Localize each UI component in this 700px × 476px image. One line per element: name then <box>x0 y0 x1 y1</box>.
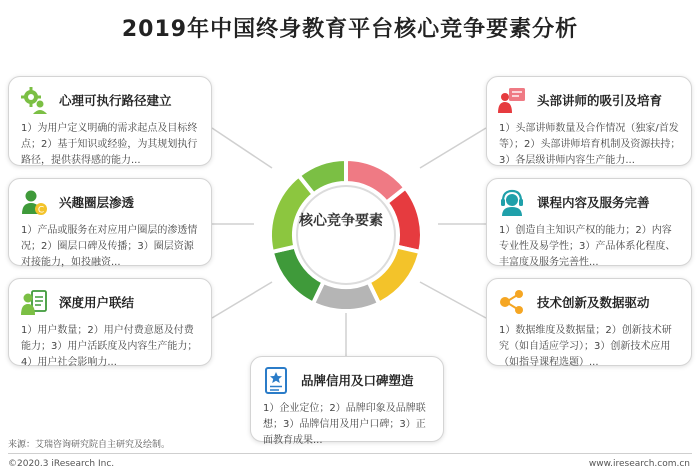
card-deep-user <box>8 278 212 366</box>
card-title: 深度用户联结 <box>59 295 135 310</box>
card-description: 1）用户数量；2）用户付费意愿及付费能力；3）用户活跃度及内容生产能力；4）用户社会影响力... <box>21 325 198 368</box>
card-title: 心理可执行路径建立 <box>59 93 172 108</box>
card-description: 1）创造自主知识产权的能力；2）内容专业性及易学性；3）产品体系化程度、丰富度及服务完善性... <box>499 225 676 268</box>
share-nodes-icon <box>497 287 527 317</box>
footer-divider <box>8 453 692 454</box>
card-description: 1）企业定位；2）品牌印象及品牌联想；3）品牌信用及用户口碑；3）正面教育成果... <box>263 403 426 446</box>
gear-person-icon <box>19 85 49 115</box>
person-badge-icon <box>19 187 49 217</box>
card-title: 品牌信用及口碑塑造 <box>301 373 414 388</box>
svg-text:C: C <box>37 205 45 216</box>
card-description: 1）产品或服务在对应用户圈层的渗透情况；2）圈层口碑及传播；3）圈层资源对接能力，如投融资... <box>21 225 198 268</box>
card-brand-credit <box>250 356 444 446</box>
card-title: 兴趣圈层渗透 <box>59 195 135 210</box>
footer-copyright: ©2020.3 iResearch Inc. <box>8 459 115 469</box>
footer-source: 来源：艾瑞咨询研究院自主研究及绘制。 <box>8 440 171 450</box>
lecturer-icon <box>497 85 527 115</box>
card-course-content <box>486 178 692 266</box>
card-lecturer <box>486 76 692 166</box>
user-document-icon <box>19 287 49 317</box>
card-title: 头部讲师的吸引及培育 <box>537 93 663 108</box>
star-document-icon <box>261 365 291 395</box>
card-title: 技术创新及数据驱动 <box>537 295 650 310</box>
card-interest-circle <box>8 178 212 266</box>
page-title: 2019年中国终身教育平台核心竞争要素分析 <box>121 17 579 42</box>
footer-url: www.iresearch.com.cn <box>588 459 690 469</box>
headset-icon <box>497 187 527 217</box>
card-title: 课程内容及服务完善 <box>537 195 650 210</box>
card-description: 1）数据维度及数据量；2）创新技术研究（如自适应学习）；3）创新技术应用（如指导课程选题）... <box>499 325 672 368</box>
card-psych-path <box>8 76 212 166</box>
hub-ring <box>252 156 440 314</box>
card-tech-data <box>486 278 692 366</box>
hub-center <box>297 186 395 284</box>
hub-label: 核心竞争要素 <box>299 213 383 229</box>
card-description: 1）头部讲师数量及合作情况（独家/首发等）；2）头部讲师培育机制及资源扶持；3）各层级讲师内容生产能力... <box>499 123 681 166</box>
card-description: 1）为用户定义明确的需求起点及目标终点；2）基于知识或经验，为其规划执行路径，提供获得感的能力... <box>21 123 198 166</box>
